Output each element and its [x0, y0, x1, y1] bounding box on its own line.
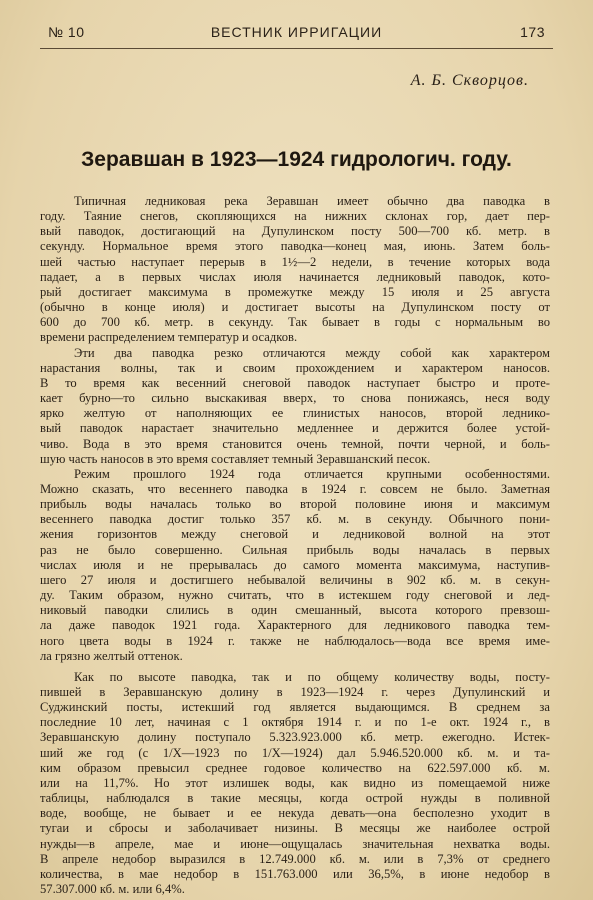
text-line: В то время как весенний снеговой паводок наступает быстро и проте- [40, 375, 550, 390]
text-line: вый паводок, достигающий на Дупулинском посту 500—700 кб. метр. в [40, 224, 550, 239]
text-line: шую часть наносов в это время составляет темный Зеравшанский песок. [40, 451, 431, 466]
text-line: нарастания волны, так и своим прохождением и характером наносов. [40, 360, 550, 375]
text-line: падает, а в первых числах июля начинается ледниковый паводок, кото- [40, 269, 550, 284]
paragraph [40, 467, 550, 664]
text-line: году. Таяние снегов, скопляющихся на нижних склонах гор, дает пер- [40, 209, 550, 224]
text-line: шей частью наступает перерыв в 1½—2 недели, в течение которых вода [40, 254, 550, 269]
text-line: рый достигает максимума в промежутке между 15 июля и 25 августа [40, 284, 550, 299]
text-line: или на 11,7%. Но этот излишек воды, как видно из помещаемой ниже [40, 775, 550, 790]
running-header [48, 24, 545, 44]
text-line: 600 до 700 кб. метр. в секунду. Так бывает в годы с нормальным во [40, 315, 550, 330]
paragraph [40, 346, 550, 467]
text-line: последние 10 лет, начиная с 1 октября 1914 г. и по 1-е окт. 1924 г., в [40, 715, 550, 730]
text-line: Типичная ледниковая река Зеравшан имеет обычно два паводка в [74, 194, 550, 208]
paragraph [40, 194, 550, 346]
text-line: тугаи и сбросы и заболачивает низины. В месяцы же наиболее острой [40, 821, 550, 836]
text-line: ким образом превысил среднее годовое количество на 622.597.000 кб. м. [40, 760, 550, 775]
text-line: ший же год (с 1/X—1923 по 1/X—1924) дал 5.946.520.000 кб. м. и та- [40, 745, 550, 760]
text-line: шего 27 июля и достигшего небывалой величины в 902 кб. м. в секун- [40, 572, 550, 587]
article-title: Зеравшан в 1923—1924 гидрологич. году. [81, 148, 512, 171]
issue-number: № 10 [48, 24, 85, 40]
text-line: (обычно в конце июля) и достигает высоты на Дупулинском посту от [40, 300, 550, 315]
text-line: Зеравшанскую долину поступало 5.323.923.000 кб. метр. ежегодно. Истек- [40, 730, 550, 745]
text-line: Можно сказать, что весеннего паводка в 1924 г. совсем не было. Заметная [40, 481, 550, 496]
article-author: А. Б. Скворцов. [410, 72, 529, 89]
text-line: Эти два паводка резко отличаются между собой как характером [74, 345, 550, 360]
text-line: весеннего паводка достиг только 357 кб. м. в секунду. Обычного пони- [40, 512, 550, 527]
journal-title: ВЕСТНИК ИРРИГАЦИИ [210, 24, 383, 40]
text-line: времени распределением температур и осадков. [40, 330, 298, 345]
text-line: Режим прошлого 1924 года отличается крупными особенностями. [74, 466, 550, 481]
text-line: секунду. Нормальное время этого паводка—конец мая, июнь. Затем боль- [40, 239, 550, 254]
text-line: ного цвета воды в 1924 г. также не наблюдалось—вода все время име- [40, 633, 550, 648]
text-line: никовый паводки слились в один смешанный, высота которого превзош- [40, 603, 550, 618]
text-line: ду. Таким образом, нужно считать, что в истекшем году снеговой и лед- [40, 588, 550, 603]
text-line: ярко желтую от наполняющих ее глинистых наносов, второй леднико- [40, 406, 550, 421]
page-number: 173 [520, 24, 545, 40]
text-line: В апреле недобор выразился в 12.749.000 кб. м. или в 7,3% от среднего [40, 851, 550, 866]
text-line: ла грязно желтый оттенок. [40, 648, 183, 663]
text-line: кает бурно—то сильно выскакивая вверх, то снова понижаясь, неся воду [40, 391, 550, 406]
text-line: нужды—в апреле, мае и июне—ощущалась значительная нехватка воды. [40, 836, 550, 851]
text-line: раз не было совершенно. Сильная прибыль воды началась в первых [40, 542, 550, 557]
text-line: ла даже паводок 1921 года. Характерного для ледникового паводка тем- [40, 618, 550, 633]
text-line: количества, в мае недобор в 151.763.000 или 36,5%, в июне недобор в [40, 866, 550, 881]
text-line: Как по высоте паводка, так и по общему количеству воды, посту- [74, 669, 550, 684]
text-line: жения горизонтов между снеговой и ледниковой волной на этот [40, 527, 550, 542]
text-line: пившей в Зеравшанскую долину в 1923—1924 г. через Дупулинский и [40, 685, 550, 699]
text-line: вый паводок нарастает значительно медленнее и держится более устой- [40, 421, 550, 436]
text-line: чиво. Вода в это время становится очень темной, почти черной, и боль- [40, 436, 550, 451]
article-body [40, 194, 550, 897]
text-line: числах июля и не прерывалась до самого момента максимума, наступив- [40, 557, 550, 572]
text-line: воде, вообще, не бывает и ее некуда девать—она бесполезно уходит в [40, 806, 550, 821]
header-rule [40, 48, 553, 49]
text-line: Суджинский посты, истекший год является выдающимся. В среднем за [40, 700, 550, 715]
text-line: прибыль воды началась только во второй половине июня и максимум [40, 497, 550, 512]
paragraph [40, 670, 550, 897]
text-line: 57.307.000 кб. м. или 6,4%. [40, 882, 185, 897]
text-line: таблицы, наблюдался в такие месяцы, когда острой нужды в поливной [40, 791, 550, 806]
